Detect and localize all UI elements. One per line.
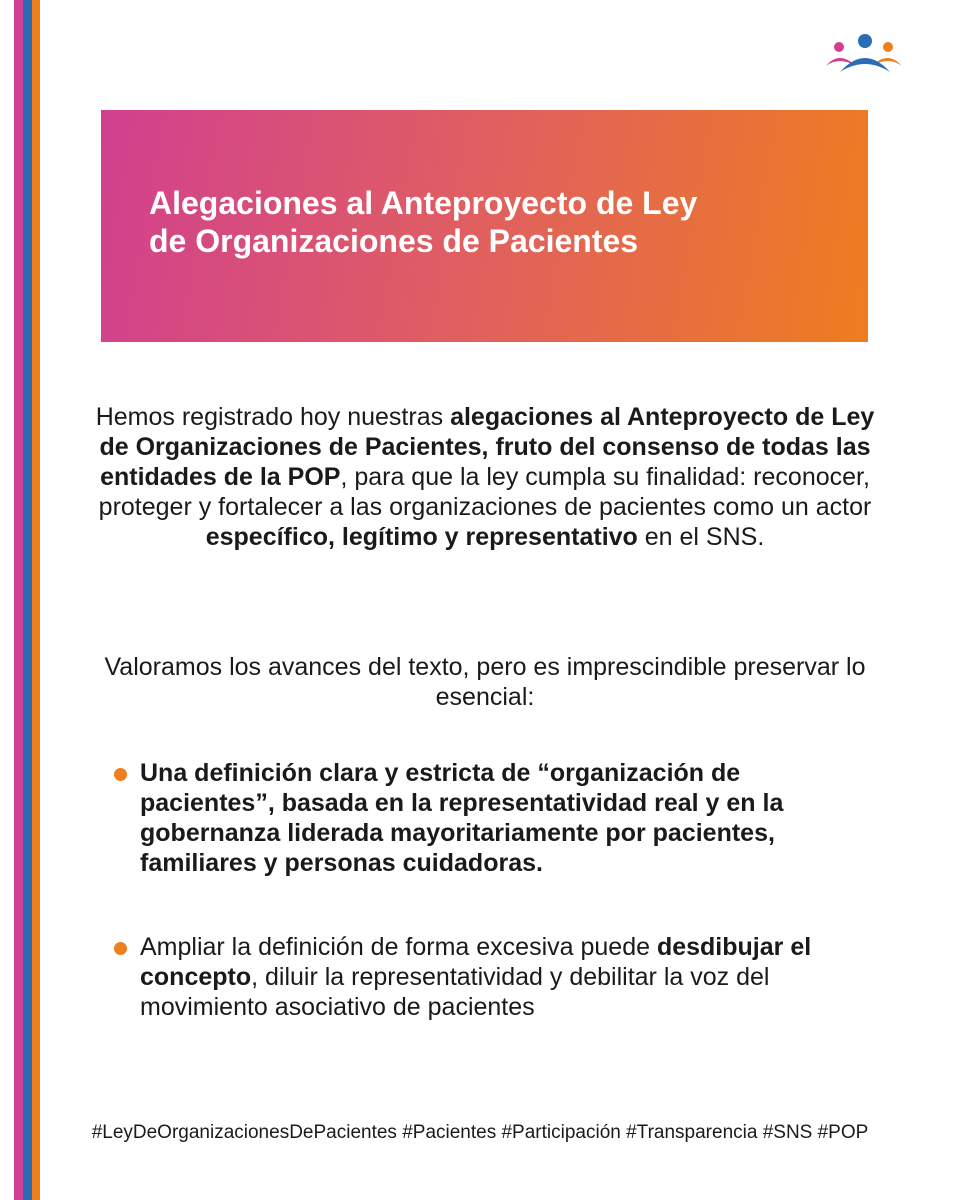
intro-text-1: Hemos registrado hoy nuestras bbox=[95, 403, 451, 431]
intro-bold-1: alegaciones al Anteproyecto de Ley de Organizaciones de Pacientes, fruto del consenso de todas las entidades de la POP bbox=[99, 403, 875, 491]
page-title bbox=[149, 184, 829, 260]
bullet-dot-icon bbox=[114, 942, 127, 955]
bullet-bold: desdibujar el concepto bbox=[140, 933, 812, 991]
title-line-1: Alegaciones al Anteproyecto de Ley bbox=[149, 185, 698, 221]
hashtags: #LeyDeOrganizacionesDePacientes #Pacientes #Participación #Transparencia #SNS #POP bbox=[91, 1122, 869, 1143]
title-line-2: de Organizaciones de Pacientes bbox=[149, 223, 639, 259]
second-paragraph: Valoramos los avances del texto, pero es imprescindible preservar lo esencial: bbox=[104, 653, 866, 711]
bullet-dot-icon bbox=[114, 768, 127, 781]
pink-stripe bbox=[14, 0, 23, 1200]
bullet-text-2: , diluir la representatividad y debilitar la voz del movimiento asociativo de pacientes bbox=[140, 963, 770, 1021]
bullet-item bbox=[140, 932, 880, 1022]
bullet-item bbox=[140, 758, 880, 878]
orange-stripe bbox=[32, 0, 40, 1200]
bullet-text-1: Ampliar la definición de forma excesiva puede bbox=[140, 933, 657, 961]
title-banner bbox=[101, 110, 868, 342]
intro-text-3: en el SNS. bbox=[637, 523, 765, 551]
intro-text-2: , para que la ley cumpla su finalidad: reconocer, proteger y fortalecer a las organizaciones de pacientes como un actor bbox=[98, 463, 872, 521]
people-logo-icon bbox=[822, 30, 906, 76]
blue-stripe bbox=[23, 0, 32, 1200]
intro-paragraph bbox=[90, 402, 880, 552]
intro-bold-2: específico, legítimo y representativo bbox=[205, 523, 638, 551]
bullet-text: Una definición clara y estricta de “organización de pacientes”, basada en la representatividad real y en la gobernanza liderada mayoritariamente por pacientes, familiares y personas cuidadoras. bbox=[140, 759, 784, 877]
